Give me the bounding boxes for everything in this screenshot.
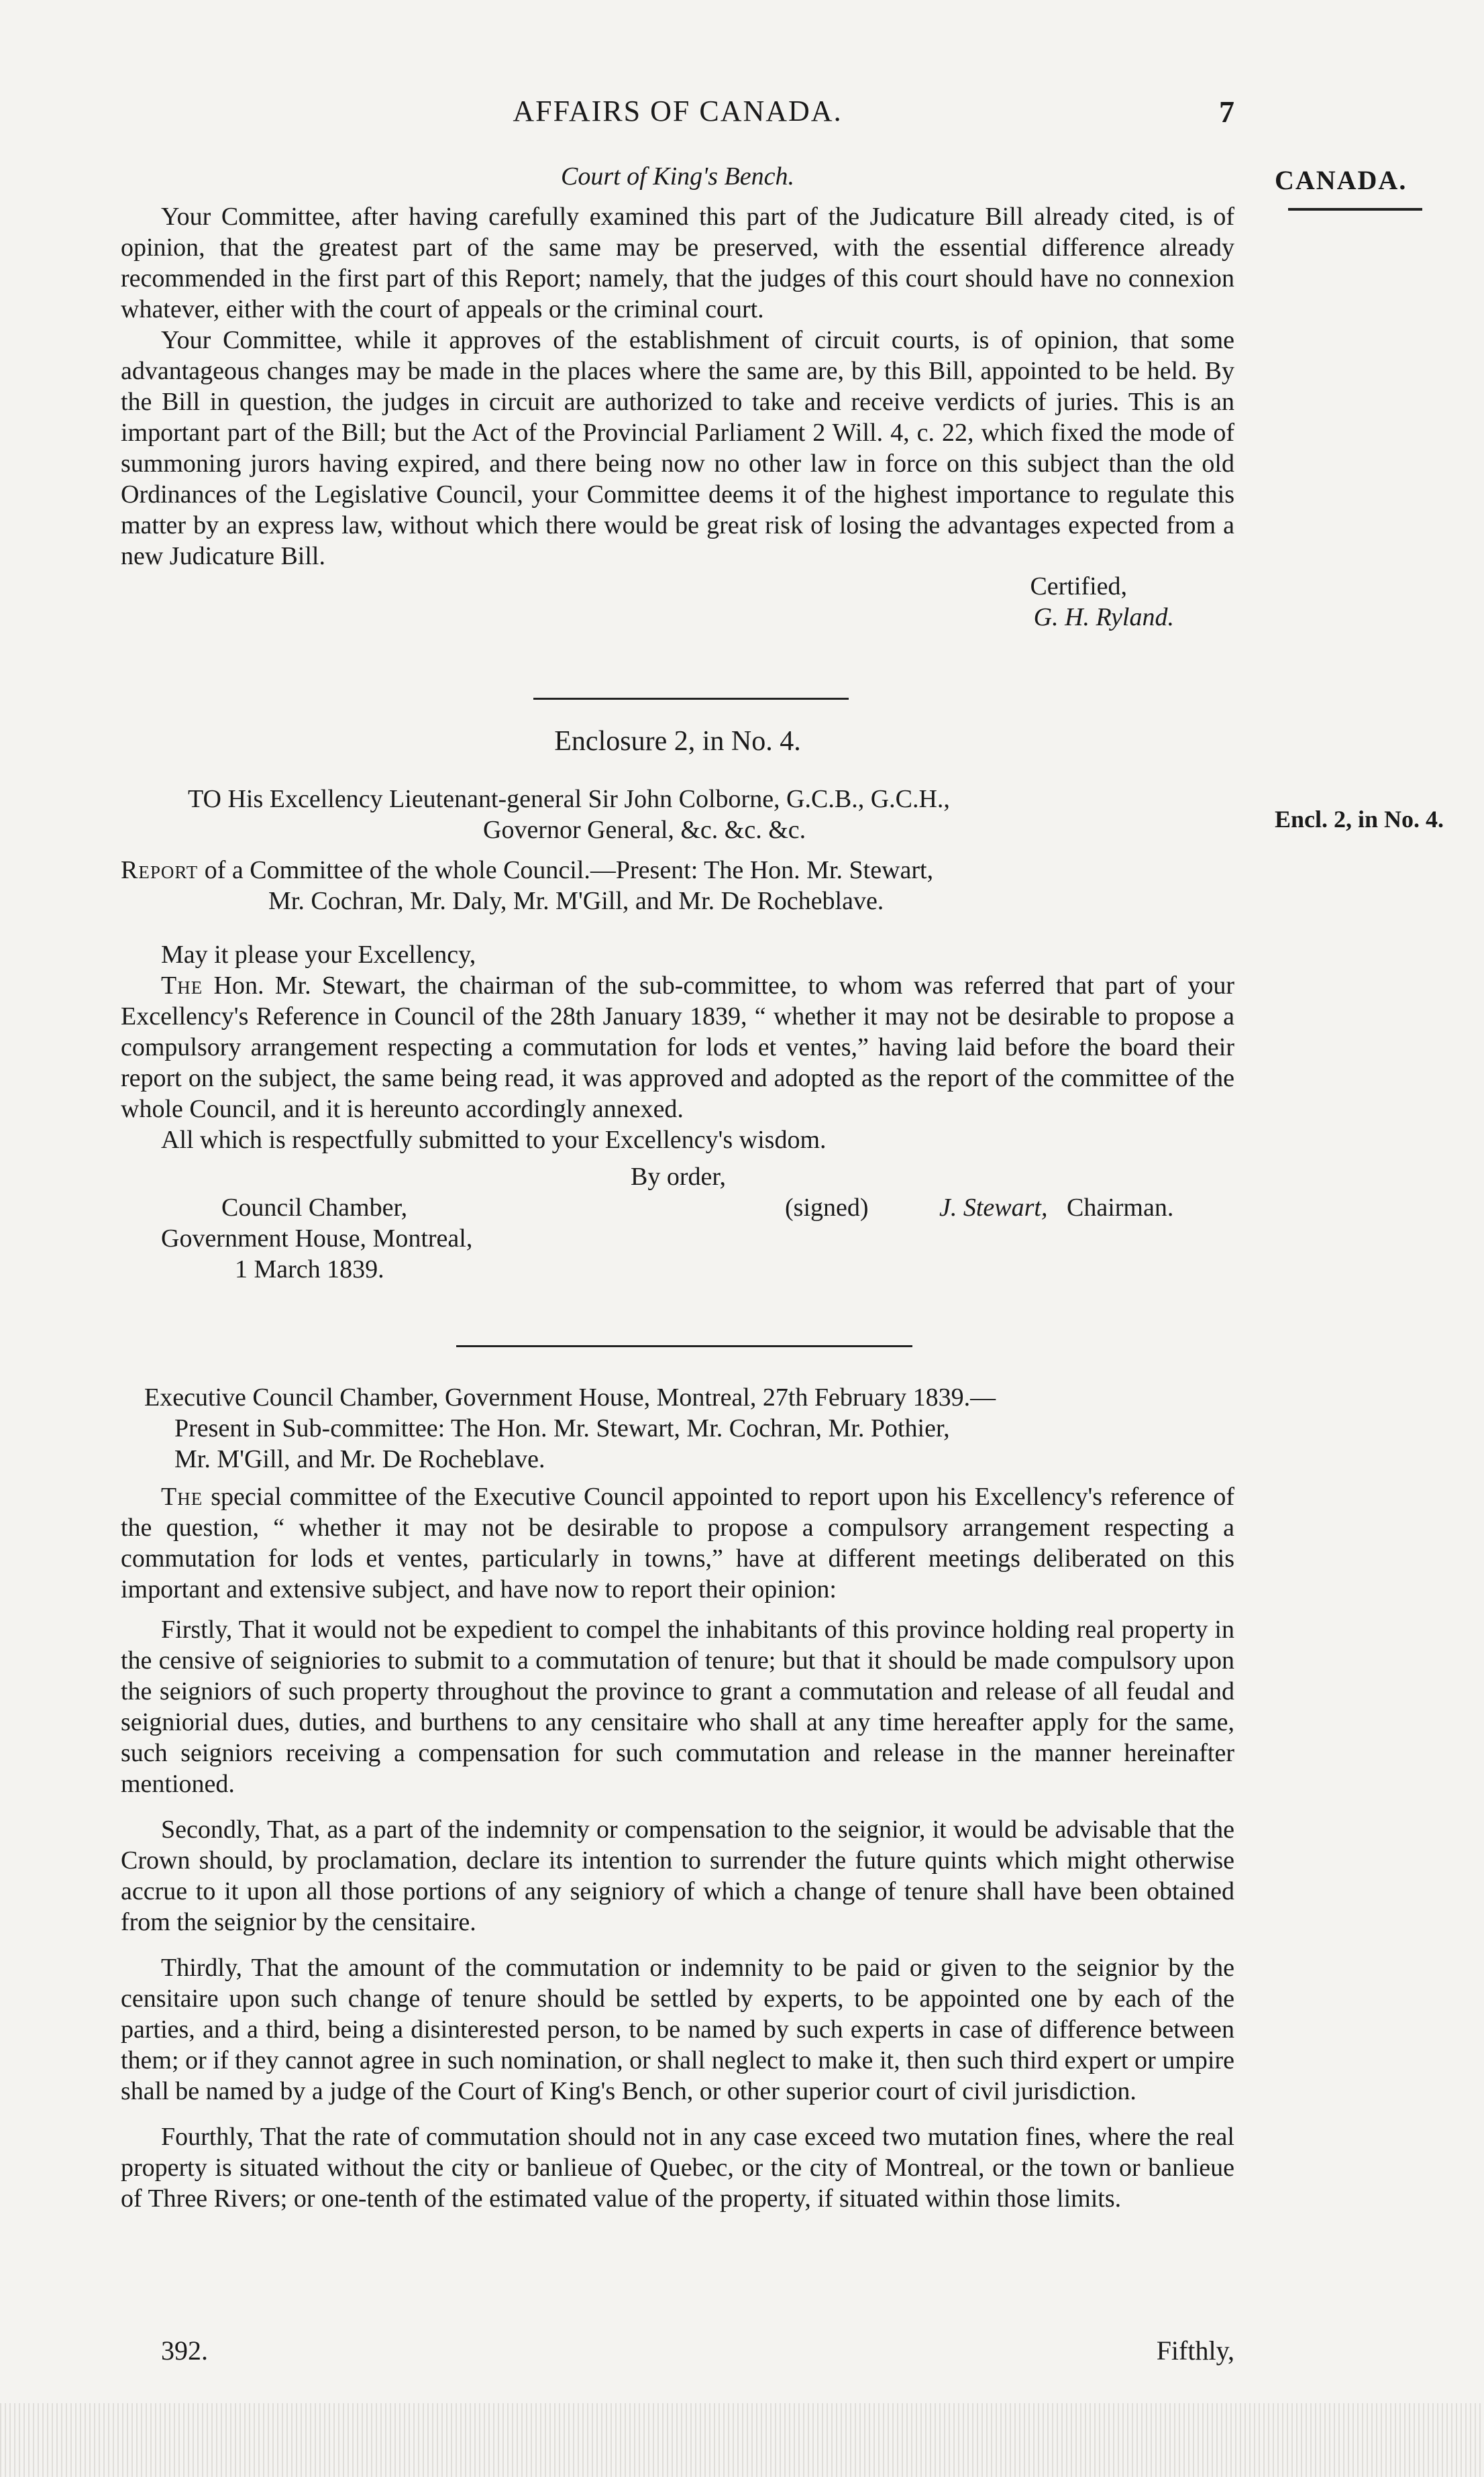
section-divider-2 [456, 1345, 912, 1347]
salutation: May it please your Excellency, [161, 941, 476, 969]
chairman-name: J. Stewart, [939, 1194, 1048, 1222]
address-line-2: Governor General, &c. &c. &c. [483, 816, 806, 844]
page-header [121, 94, 1234, 134]
submitted-line: All which is respectfully submitted to your Excellency's wisdom. [161, 1126, 827, 1154]
section-subtitle: Court of King's Bench. [560, 162, 794, 191]
report-text: of a Committee of the whole Council.—Present: The Hon. Mr. Stewart, [204, 856, 934, 884]
council-heading-3: Mr. M'Gill, and Mr. De Rocheblave. [174, 1445, 545, 1473]
running-title: AFFAIRS OF CANADA. [513, 95, 843, 127]
report-date: 1 March 1839. [235, 1255, 384, 1283]
signed-label: (signed) [785, 1194, 869, 1222]
enclosure-section [121, 726, 1234, 1289]
enclosure-body: Hon. Mr. Stewart, the chairman of the sub-committee, to whom was referred that part of your Excellency's Reference in Council of the 28th January 1839, “ whether it may not be desirable to propose a compulsory arrangement respecting a commutation for lods et ventes,” having laid before the board their report on the subject, the same being read, it was approved and adopted as the report of the committee of the whole Council, and it is hereunto accordingly annexed. [121, 971, 1234, 1123]
resolution-fourth: Fourthly, That the rate of commutation should not in any case exceed two mutation fines, where the real property is situated without the city or banlieue of Quebec, or the city of Montreal, or the town or banlieue of Three Rivers; or one-tenth of the estimated value of the property, if situated within those limits. [121, 2123, 1234, 2213]
court-paragraph-1: Your Committee, after having carefully examined this part of the Judicature Bill already cited, is of opinion, that the greatest part of the same may be preserved, with the essential difference already recommended in the first part of this Report; namely, that the judges of this court should have no connexion whatever, either with the court of appeals or the criminal court. [121, 203, 1234, 323]
council-heading-1: Executive Council Chamber, Government House, Montreal, 27th February 1839.— [144, 1383, 996, 1412]
place-line-2: Government House, Montreal, [161, 1224, 473, 1253]
page-footer [121, 2335, 1234, 2375]
resolution-third: Thirdly, That the amount of the commutation or indemnity to be paid or given to the seignior by the censitaire upon such change of tenure should be settled by experts, to be appointed one by each of the parties, and a third, being a disinterested person, to be named by such experts in case of difference between them; or if they cannot agree in such nomination, or shall neglect to make it, then such third expert or umpire shall be named by a judge of the Court of King's Bench, or other superior court of civil jurisdiction. [121, 1954, 1234, 2105]
executive-section [121, 1382, 1234, 2214]
court-section [121, 161, 1234, 633]
place-line-1: Council Chamber, [221, 1194, 408, 1222]
resolution-first: Firstly, That it would not be expedient to compel the inhabitants of this province holding real property in the censive of seigniories to submit to a commutation of tenure; but that it should be made compulsory upon the seigniors of such property throughout the province to grant a commutation and release of all feudal and seigniorial dues, duties, and burthens to any censitaire who shall at any time hereafter apply for the same, such seigniors receiving a compensation for such commutation and release in the manner hereinafter mentioned. [121, 1616, 1234, 1798]
page-number: 7 [1219, 95, 1234, 129]
section-divider [533, 698, 849, 700]
by-order: By order, [631, 1163, 726, 1191]
signature-block [121, 1162, 1234, 1289]
court-paragraph-2: Your Committee, while it approves of the establishment of circuit courts, is of opinion, that some advantageous changes may be made in the places where the same are, by this Bill, appointed to be held. By the Bill in question, the judges in circuit are authorized to take and receive verdicts of juries. This is an important part of the Bill; but the Act of the Provincial Parliament 2 Will. 4, c. 22, which fixed the mode of summoning jurors having expired, and there being now no other law in force on this subject than the old Ordinances of the Legislative Council, your Committee deems it of the highest importance to regulate this matter by an express law, without which there would be great risk of losing the advantages expected from a new Judicature Bill. [121, 326, 1234, 570]
scan-noise [0, 2403, 1484, 2477]
margin-canada-label: CANADA. [1275, 165, 1408, 195]
report-members: Mr. Cochran, Mr. Daly, Mr. M'Gill, and Mr. De Rocheblave. [268, 887, 884, 915]
document-number: 392. [161, 2335, 208, 2366]
council-intro: special committee of the Executive Council appointed to report upon his Excellency's reference of the question, “ whether it may not be desirable to propose a compulsory arrangement respecting a commutation for lods et ventes, particularly in towns,” have at different meetings deliberated on this important and extensive subject, and have now to report their opinion: [121, 1483, 1235, 1603]
margin-rule [1288, 208, 1422, 211]
report-label: Report [121, 856, 199, 884]
certifier-signature: G. H. Ryland. [1033, 603, 1174, 631]
chairman-title: Chairman. [1067, 1194, 1174, 1222]
enclosure-title: Enclosure 2, in No. 4. [554, 726, 801, 757]
resolution-second: Secondly, That, as a part of the indemnity or compensation to the seignior, it would be advisable that the Crown should, by proclamation, declare its intention to surrender the future quints which might otherwise accrue to it upon all those portions of any seigniory of which a change of tenure shall have been obtained from the seignior by the censitaire. [121, 1815, 1234, 1936]
margin-enclosure-note: Encl. 2, in No. 4. [1275, 806, 1444, 833]
council-heading-2: Present in Sub-committee: The Hon. Mr. Stewart, Mr. Cochran, Mr. Pothier, [174, 1414, 950, 1442]
address-line-1: TO His Excellency Lieutenant-general Sir John Colborne, G.C.B., G.C.H., [188, 785, 950, 813]
catchword: Fifthly, [1156, 2335, 1234, 2366]
certified-label: Certified, [1030, 572, 1127, 600]
body-lead-word: The [161, 971, 203, 1000]
intro-lead-word: The [161, 1483, 203, 1511]
